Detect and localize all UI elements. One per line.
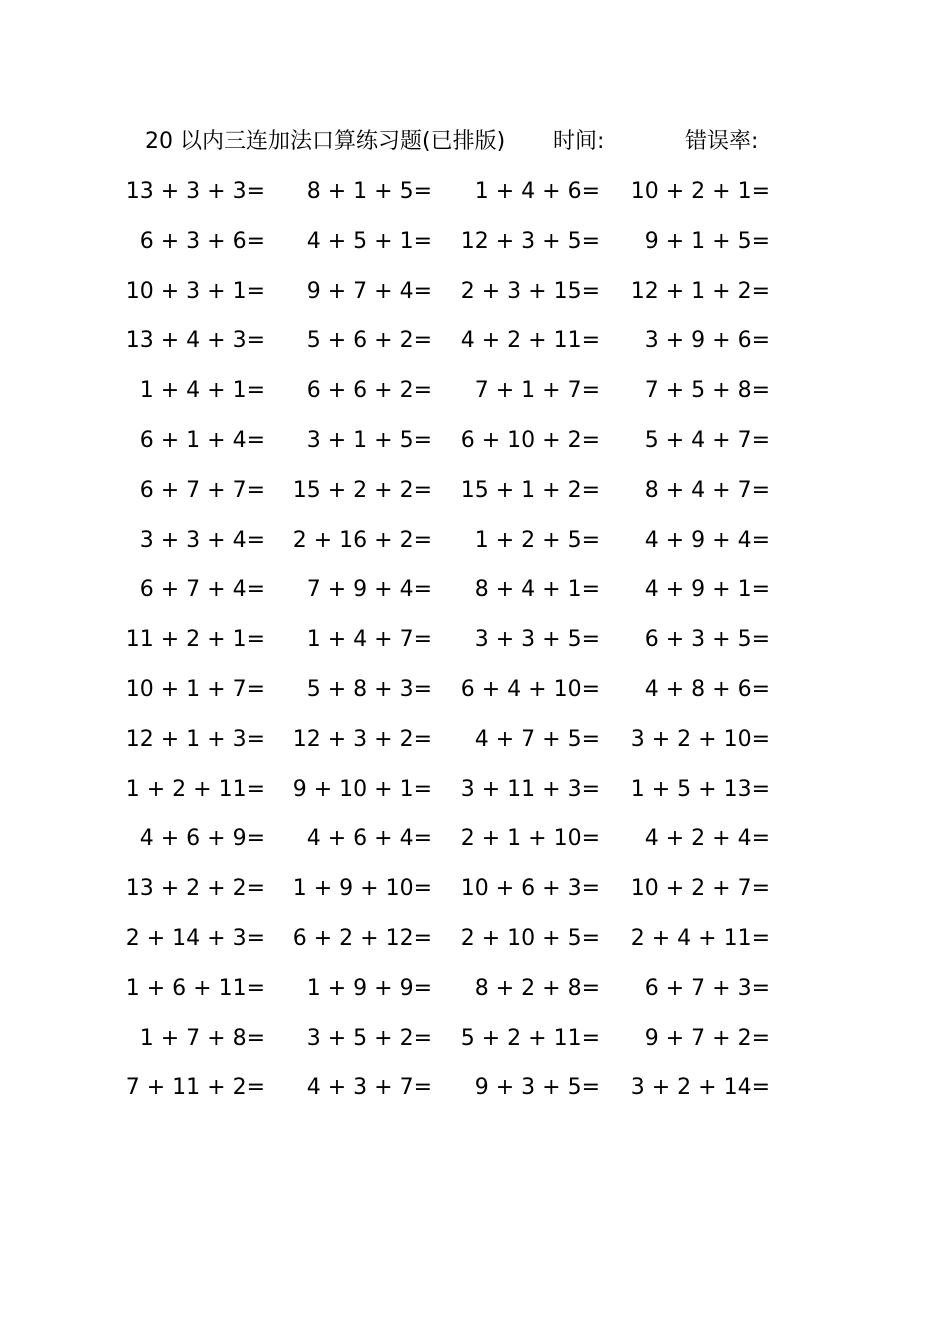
problem-row xyxy=(0,421,950,471)
problem-row xyxy=(0,570,950,620)
problem-cell: 6 + 6 + 2= xyxy=(306,378,432,404)
problem-cell: 7 + 9 + 4= xyxy=(306,577,432,603)
problem-cell: 15 + 1 + 2= xyxy=(460,477,600,503)
problem-row xyxy=(0,720,950,770)
problem-cell: 1 + 2 + 5= xyxy=(474,527,600,553)
problem-cell: 4 + 8 + 6= xyxy=(644,676,770,702)
problem-cell: 1 + 2 + 11= xyxy=(125,776,265,802)
problem-cell: 4 + 5 + 1= xyxy=(306,228,432,254)
problem-cell: 4 + 9 + 4= xyxy=(644,527,770,553)
problem-cell: 12 + 1 + 2= xyxy=(630,278,770,304)
problem-row xyxy=(0,1068,950,1118)
problem-cell: 8 + 2 + 8= xyxy=(474,975,600,1001)
problem-row xyxy=(0,172,950,222)
problem-cell: 3 + 5 + 2= xyxy=(306,1025,432,1051)
problem-cell: 1 + 6 + 11= xyxy=(125,975,265,1001)
problem-cell: 4 + 7 + 5= xyxy=(474,726,600,752)
problem-cell: 1 + 4 + 6= xyxy=(474,179,600,204)
problem-cell: 6 + 1 + 4= xyxy=(139,427,265,453)
problem-cell: 8 + 1 + 5= xyxy=(306,179,432,204)
problem-row xyxy=(0,1019,950,1069)
problem-cell: 6 + 4 + 10= xyxy=(460,676,600,702)
problem-row xyxy=(0,471,950,521)
problem-cell: 10 + 3 + 1= xyxy=(125,278,265,304)
problem-cell: 10 + 2 + 1= xyxy=(630,179,770,204)
problem-cell: 6 + 3 + 5= xyxy=(644,627,770,653)
problem-cell: 1 + 4 + 7= xyxy=(306,627,432,653)
problem-cell: 9 + 3 + 5= xyxy=(474,1075,600,1101)
problem-cell: 2 + 14 + 3= xyxy=(125,925,265,951)
problem-row xyxy=(0,620,950,670)
problem-cell: 12 + 3 + 2= xyxy=(292,726,432,752)
problem-cell: 10 + 6 + 3= xyxy=(460,876,600,902)
problem-cell: 8 + 4 + 1= xyxy=(474,577,600,603)
problem-cell: 13 + 2 + 2= xyxy=(125,876,265,902)
problem-cell: 3 + 1 + 5= xyxy=(306,427,432,453)
problem-cell: 1 + 9 + 9= xyxy=(306,975,432,1001)
problem-row xyxy=(0,819,950,869)
problem-row xyxy=(0,222,950,272)
problem-cell: 6 + 3 + 6= xyxy=(139,228,265,254)
problem-cell: 5 + 8 + 3= xyxy=(306,676,432,702)
problem-cell: 7 + 5 + 8= xyxy=(644,378,770,404)
worksheet-header xyxy=(0,124,950,160)
problem-cell: 9 + 7 + 2= xyxy=(644,1025,770,1051)
problem-cell: 4 + 6 + 4= xyxy=(306,826,432,852)
problem-cell: 1 + 4 + 1= xyxy=(139,378,265,404)
problem-cell: 5 + 6 + 2= xyxy=(306,328,432,354)
problem-cell: 10 + 2 + 7= xyxy=(630,876,770,902)
problem-grid xyxy=(0,172,950,1118)
problem-cell: 3 + 3 + 5= xyxy=(474,627,600,653)
problem-cell: 4 + 3 + 7= xyxy=(306,1075,432,1101)
problem-cell: 5 + 4 + 7= xyxy=(644,427,770,453)
problem-cell: 6 + 7 + 7= xyxy=(139,477,265,503)
problem-row xyxy=(0,272,950,322)
error-rate-label: 错误率: xyxy=(685,129,759,154)
problem-cell: 12 + 1 + 3= xyxy=(125,726,265,752)
problem-row xyxy=(0,521,950,571)
problem-cell: 2 + 4 + 11= xyxy=(630,925,770,951)
problem-cell: 8 + 4 + 7= xyxy=(644,477,770,503)
problem-cell: 13 + 3 + 3= xyxy=(125,179,265,204)
problem-cell: 2 + 1 + 10= xyxy=(460,826,600,852)
problem-row xyxy=(0,371,950,421)
problem-row xyxy=(0,321,950,371)
worksheet-title: 20 以内三连加法口算练习题(已排版) xyxy=(145,129,506,154)
problem-cell: 7 + 1 + 7= xyxy=(474,378,600,404)
problem-cell: 6 + 2 + 12= xyxy=(292,925,432,951)
problem-cell: 13 + 4 + 3= xyxy=(125,328,265,354)
problem-row xyxy=(0,869,950,919)
problem-cell: 1 + 7 + 8= xyxy=(139,1025,265,1051)
problem-cell: 10 + 1 + 7= xyxy=(125,676,265,702)
problem-cell: 6 + 7 + 3= xyxy=(644,975,770,1001)
problem-cell: 2 + 16 + 2= xyxy=(292,527,432,553)
problem-cell: 3 + 2 + 14= xyxy=(630,1075,770,1101)
problem-cell: 9 + 1 + 5= xyxy=(644,228,770,254)
problem-cell: 3 + 11 + 3= xyxy=(460,776,600,802)
problem-cell: 11 + 2 + 1= xyxy=(125,627,265,653)
time-label: 时间: xyxy=(553,129,605,154)
problem-cell: 4 + 2 + 11= xyxy=(460,328,600,354)
problem-cell: 2 + 10 + 5= xyxy=(460,925,600,951)
problem-cell: 3 + 3 + 4= xyxy=(139,527,265,553)
problem-cell: 9 + 7 + 4= xyxy=(306,278,432,304)
problem-row xyxy=(0,770,950,820)
problem-cell: 9 + 10 + 1= xyxy=(292,776,432,802)
problem-cell: 3 + 9 + 6= xyxy=(644,328,770,354)
problem-row xyxy=(0,670,950,720)
problem-cell: 15 + 2 + 2= xyxy=(292,477,432,503)
problem-cell: 7 + 11 + 2= xyxy=(125,1075,265,1101)
problem-row xyxy=(0,919,950,969)
problem-cell: 6 + 7 + 4= xyxy=(139,577,265,603)
problem-cell: 3 + 2 + 10= xyxy=(630,726,770,752)
problem-cell: 2 + 3 + 15= xyxy=(460,278,600,304)
problem-cell: 12 + 3 + 5= xyxy=(460,228,600,254)
problem-row xyxy=(0,969,950,1019)
problem-cell: 6 + 10 + 2= xyxy=(460,427,600,453)
problem-cell: 4 + 6 + 9= xyxy=(139,826,265,852)
problem-cell: 5 + 2 + 11= xyxy=(460,1025,600,1051)
problem-cell: 1 + 5 + 13= xyxy=(630,776,770,802)
problem-cell: 4 + 2 + 4= xyxy=(644,826,770,852)
problem-cell: 4 + 9 + 1= xyxy=(644,577,770,603)
problem-cell: 1 + 9 + 10= xyxy=(292,876,432,902)
